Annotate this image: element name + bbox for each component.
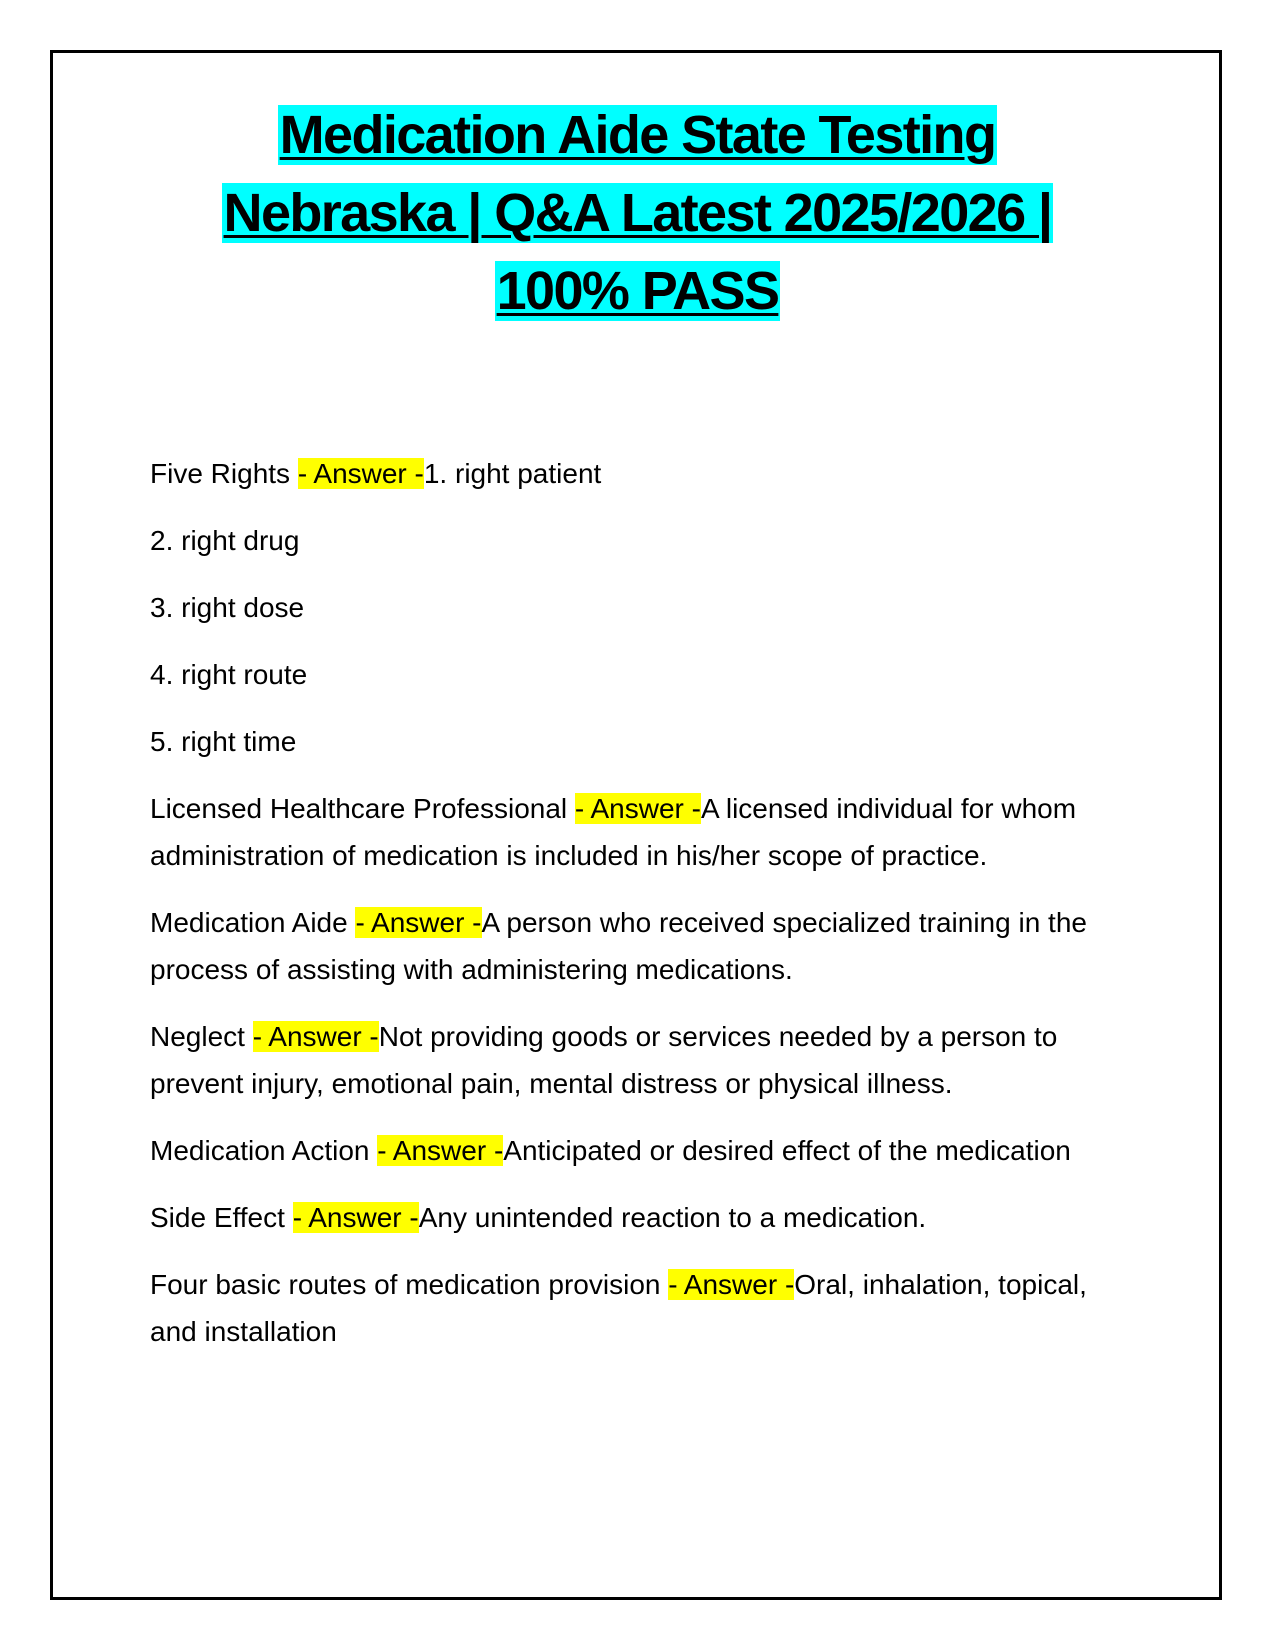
answer: A licensed individual for whom administration of medication is included in his/her scope of practice. [150,793,1077,871]
qa-entry-medication-action [150,1127,1135,1174]
term: Side Effect [150,1202,293,1233]
answer: Any unintended reaction to a medication. [418,1202,927,1233]
qa-list [150,450,1135,1355]
qa-entry-medication-aide [150,899,1135,993]
qa-entry-right-route [150,651,1135,698]
term: Medication Aide [150,907,356,938]
answer-marker: - Answer - [377,1135,504,1166]
answer-marker: - Answer - [668,1269,795,1300]
term: Licensed Healthcare Professional [150,793,575,824]
qa-entry-right-dose [150,584,1135,631]
answer: Not providing goods or services needed by a person to prevent injury, emotional pain, mental distress or physical illness. [150,1021,1058,1099]
answer: Oral, inhalation, topical, and installation [150,1269,1087,1347]
title-line-2: Nebraska | Q&A Latest 2025/2026 | [223,183,1052,243]
qa-entry-right-drug [150,517,1135,564]
term: Medication Action [150,1135,378,1166]
answer-marker: - Answer - [297,458,424,489]
answer-marker: - Answer - [574,793,701,824]
answer-marker: - Answer - [292,1202,419,1233]
answer: 5. right time [150,726,297,757]
term: Neglect [150,1021,253,1052]
title-line-3: 100% PASS [496,261,779,321]
answer: 4. right route [150,659,308,690]
qa-entry-licensed-professional [150,785,1135,879]
answer: 2. right drug [150,525,300,556]
answer-marker: - Answer - [252,1021,379,1052]
term: Four basic routes of medication provision [150,1269,669,1300]
document-title [0,96,1275,330]
answer: Anticipated or desired effect of the medication [503,1135,1071,1166]
answer: 3. right dose [150,592,305,623]
title-line-1: Medication Aide State Testing [279,105,996,165]
qa-entry-routes [150,1261,1135,1355]
answer: A person who received specialized training in the process of assisting with administering medications. [150,907,1087,985]
qa-entry-right-time [150,718,1135,765]
qa-entry-neglect [150,1013,1135,1107]
term: Five Rights [150,458,298,489]
qa-entry-side-effect [150,1194,1135,1241]
answer-marker: - Answer - [355,907,482,938]
qa-entry-five-rights [150,450,1135,497]
answer: 1. right patient [423,458,602,489]
